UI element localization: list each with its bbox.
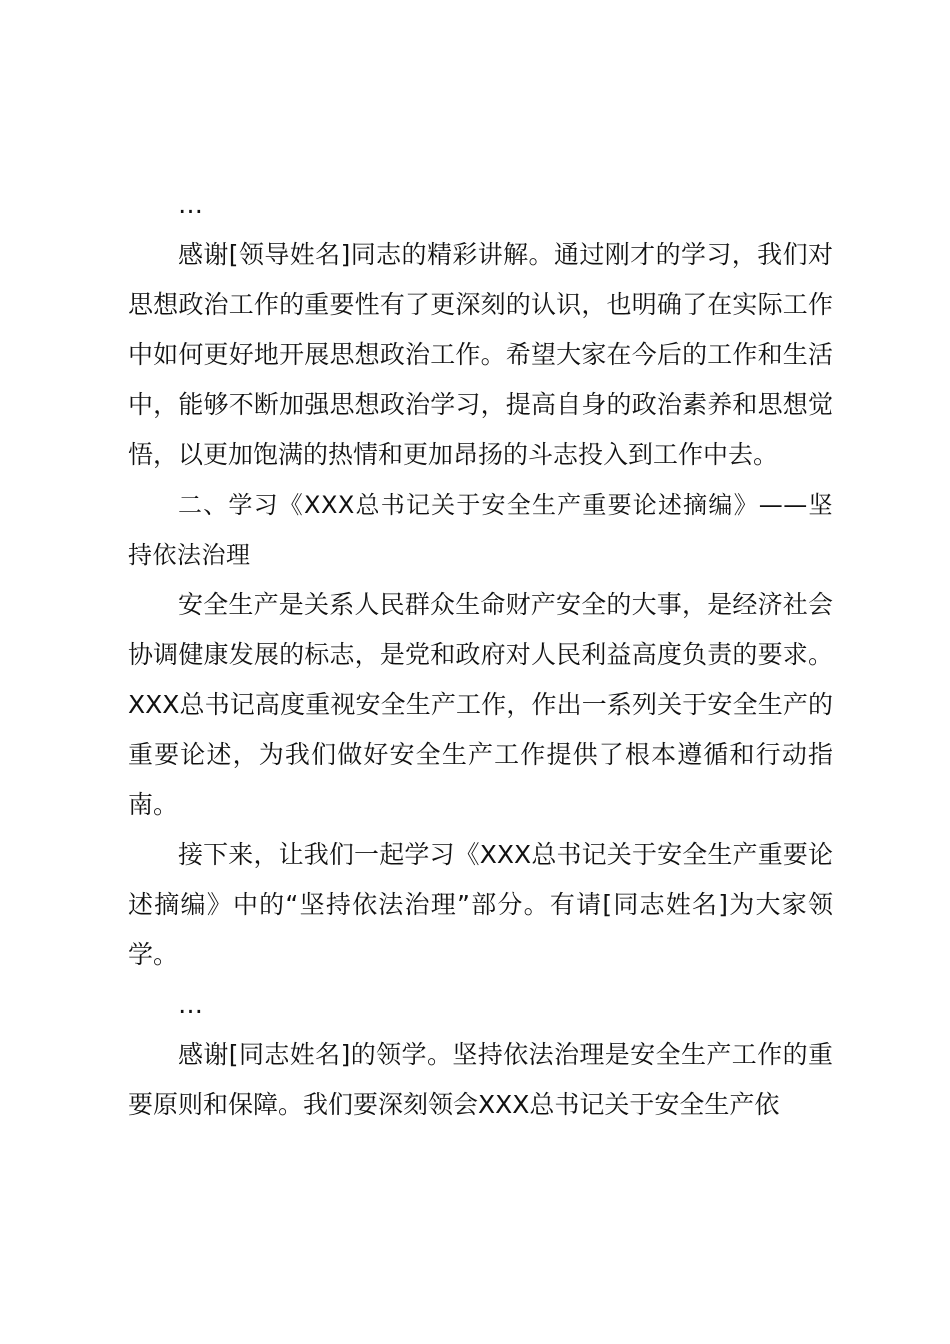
paragraph-safety-intro: 安全生产是关系人民群众生命财产安全的大事，是经济社会协调健康发展的标志，是党和政府对人民利益高度负责的要求。XXX总书记高度重视安全生产工作，作出一系列关于安全生产的重要论述，为我们做好安全生产工作提供了根本遵循和行动指南。 — [128, 590, 833, 819]
paragraph-thanks-comrade: 感谢[同志姓名]的领学。坚持依法治理是安全生产工作的重要原则和保障。我们要深刻领会XXX总书记关于安全生产依 — [128, 1040, 833, 1119]
ellipsis-marker: … — [178, 990, 203, 1019]
paragraph-thanks-leader: 感谢[领导姓名]同志的精彩讲解。通过刚才的学习，我们对思想政治工作的重要性有了更深刻的认识，也明确了在实际工作中如何更好地开展思想政治工作。希望大家在今后的工作和生活中，能够不断加强思想政治学习，提高自身的政治素养和思想觉悟，以更加饱满的热情和更加昂扬的斗志投入到工作中去。 — [128, 240, 833, 469]
ellipsis-marker: … — [178, 190, 203, 219]
document-body — [128, 180, 833, 1130]
paragraph-study-invitation: 接下来，让我们一起学习《XXX总书记关于安全生产重要论述摘编》中的“坚持依法治理”部分。有请[同志姓名]为大家领学。 — [128, 840, 833, 969]
section-heading: 二、学习《XXX总书记关于安全生产重要论述摘编》——坚持依法治理 — [128, 491, 833, 569]
